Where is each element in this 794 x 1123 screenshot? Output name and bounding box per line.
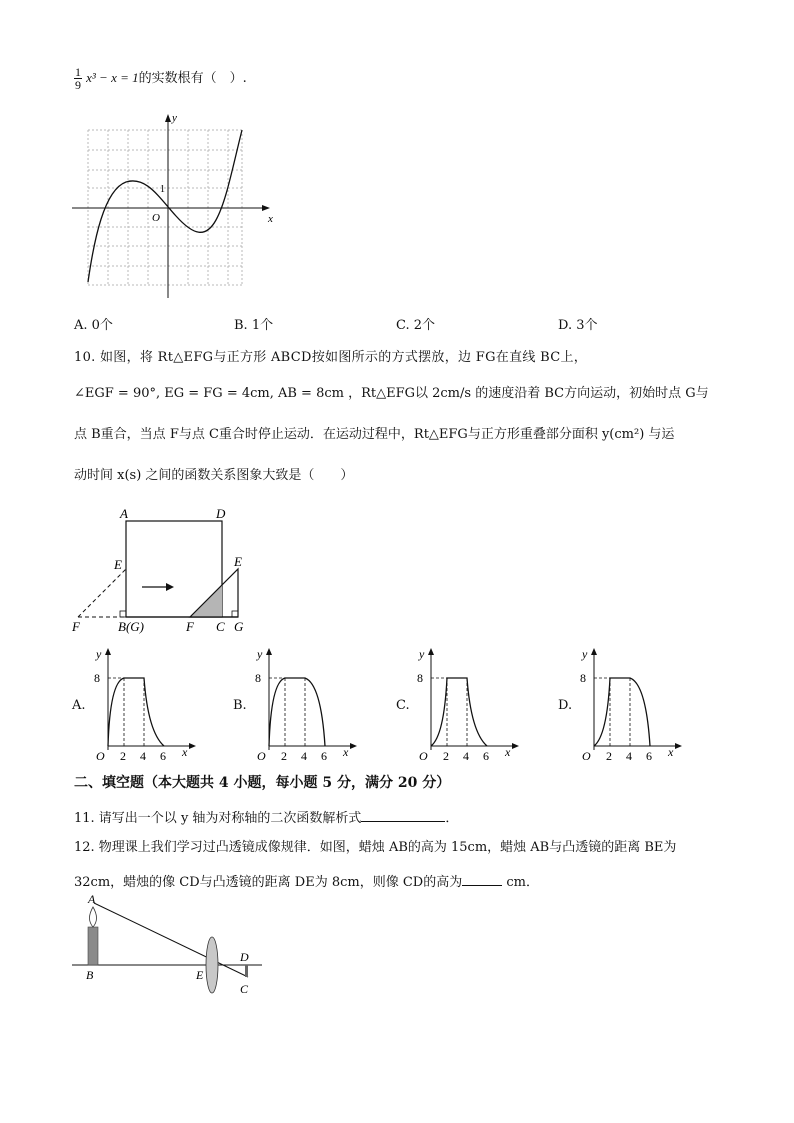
eight-label: 8 (417, 671, 423, 685)
o-label: O (419, 749, 428, 763)
q10-line-3: 点 B重合，当点 F与点 C重合时停止运动．在运动过程中，Rt△EFG与正方形重叠部分面积 y(cm²) 与运 (74, 427, 675, 442)
four-label: 4 (463, 749, 469, 763)
cubic-curve (88, 130, 242, 282)
q9-equation: x³ − x = 1 (86, 70, 139, 85)
q11 (74, 808, 458, 827)
x-label: x (182, 745, 188, 759)
origin-label: O (152, 212, 160, 224)
label-bg: B(G) (118, 619, 144, 634)
o-label: O (257, 749, 266, 763)
y-label: y (419, 647, 425, 661)
motion-arrow-head (166, 583, 174, 591)
q10-option-a-label[interactable]: A. (72, 698, 86, 713)
dashed-guides (594, 678, 630, 746)
label-c: C (240, 982, 249, 996)
q9-option-d[interactable]: D. 3个 (558, 318, 598, 333)
q10-choice-graph-c[interactable] (411, 646, 521, 766)
q12-line-1: 12. 物理课上我们学习过凸透镜成像规律．如图，蜡烛 AB的高为 15cm，蜡烛 AB与凸透镜的距离 BE为 (74, 840, 677, 855)
right-angle-mark-b (120, 611, 126, 617)
light-ray-a-to-c (94, 903, 248, 977)
label-e-left: E (114, 557, 122, 572)
four-label: 4 (301, 749, 307, 763)
q10-option-c-label[interactable]: C. (396, 698, 410, 713)
six-label: 6 (321, 749, 327, 763)
y-label: y (257, 647, 263, 661)
dashed-guides (431, 678, 467, 746)
axes (105, 648, 196, 750)
candle-body (88, 927, 98, 965)
image-cd (245, 965, 248, 977)
q11-text: 11. 请写出一个以 y 轴为对称轴的二次函数解析式 (74, 811, 362, 826)
x-axis-label: x (268, 213, 273, 225)
y-axis-label: y (172, 112, 177, 124)
section-heading: 二、填空题（本大题共 4 小题，每小题 5 分，满分 20 分） (74, 775, 451, 791)
q12-line-2-b: cm． (502, 875, 539, 890)
label-g: G (234, 619, 244, 634)
right-angle-mark-g (232, 611, 238, 617)
q10-line-1: 10. 如图，将 Rt△EFG与正方形 ABCD按如图所示的方式摆放，边 FG在直线 BC上， (74, 350, 588, 365)
q9-option-b[interactable]: B. 1个 (234, 318, 274, 333)
axes (591, 648, 682, 750)
six-label: 6 (483, 749, 489, 763)
candle-flame (90, 907, 97, 927)
q9-option-c[interactable]: C. 2个 (396, 318, 436, 333)
axes (428, 648, 519, 750)
dashed-guides (269, 678, 305, 746)
two-label: 2 (443, 749, 449, 763)
axes (266, 648, 357, 750)
y-axis-arrow (165, 114, 171, 122)
tick-one-label: 1 (160, 184, 165, 195)
q12-line-2 (74, 872, 539, 891)
x-label: x (668, 745, 674, 759)
q10-option-d-label[interactable]: D. (558, 698, 573, 713)
six-label: 6 (160, 749, 166, 763)
label-c: C (216, 619, 225, 634)
four-label: 4 (626, 749, 632, 763)
label-a: A (88, 892, 96, 906)
q12-lens-figure (70, 893, 270, 1003)
q10-option-b-label[interactable]: B. (233, 698, 247, 713)
q10-figure (68, 505, 258, 635)
q12-answer-blank[interactable] (462, 872, 502, 886)
q12-line-2-a: 32cm，蜡烛的像 CD与凸透镜的距离 DE为 8cm，则像 CD的高为 (74, 875, 463, 890)
two-label: 2 (606, 749, 612, 763)
q10-choice-graph-d[interactable] (574, 646, 684, 766)
eight-label: 8 (94, 671, 100, 685)
q10-line-2: ∠EGF = 90°, EG = FG = 4cm, AB = 8cm ，Rt△EFG以 2cm/s 的速度沿着 BC方向运动，初始时点 G与 (74, 386, 709, 401)
dashed-guides (108, 678, 144, 746)
q10-line-4: 动时间 x(s) 之间的函数关系图象大致是（ ） (74, 468, 354, 483)
convex-lens (206, 937, 218, 993)
curve (594, 678, 650, 746)
curve (269, 678, 325, 746)
x-axis-arrow (262, 205, 270, 211)
q9-stem (74, 66, 247, 91)
curve (431, 678, 487, 746)
six-label: 6 (646, 749, 652, 763)
hypotenuse-dashed (78, 569, 126, 617)
two-label: 2 (281, 749, 287, 763)
label-a: A (120, 506, 128, 521)
curve (108, 678, 164, 746)
q9-cubic-graph (66, 110, 286, 310)
four-label: 4 (140, 749, 146, 763)
label-f-left: F (72, 619, 80, 634)
q9-option-a[interactable]: A. 0个 (74, 318, 113, 333)
y-label: y (582, 647, 588, 661)
label-b: B (86, 968, 94, 982)
label-e: E (196, 968, 204, 982)
o-label: O (96, 749, 105, 763)
y-label: y (96, 647, 102, 661)
eight-label: 8 (580, 671, 586, 685)
o-label: O (582, 749, 591, 763)
label-e-right: E (234, 554, 242, 569)
two-label: 2 (120, 749, 126, 763)
q9-fraction: $\frac{1}{9}$ (75, 65, 81, 92)
q10-choice-graph-b[interactable] (249, 646, 359, 766)
label-d: D (240, 950, 249, 964)
label-d: D (216, 506, 226, 521)
q11-end: ． (445, 811, 459, 826)
x-label: x (505, 745, 511, 759)
x-label: x (343, 745, 349, 759)
eight-label: 8 (255, 671, 261, 685)
q11-answer-blank[interactable] (361, 808, 445, 822)
q9-stem-suffix: 的实数根有（ ）. (138, 71, 247, 86)
label-f-mid: F (186, 619, 194, 634)
q10-choice-graph-a[interactable] (88, 646, 198, 766)
